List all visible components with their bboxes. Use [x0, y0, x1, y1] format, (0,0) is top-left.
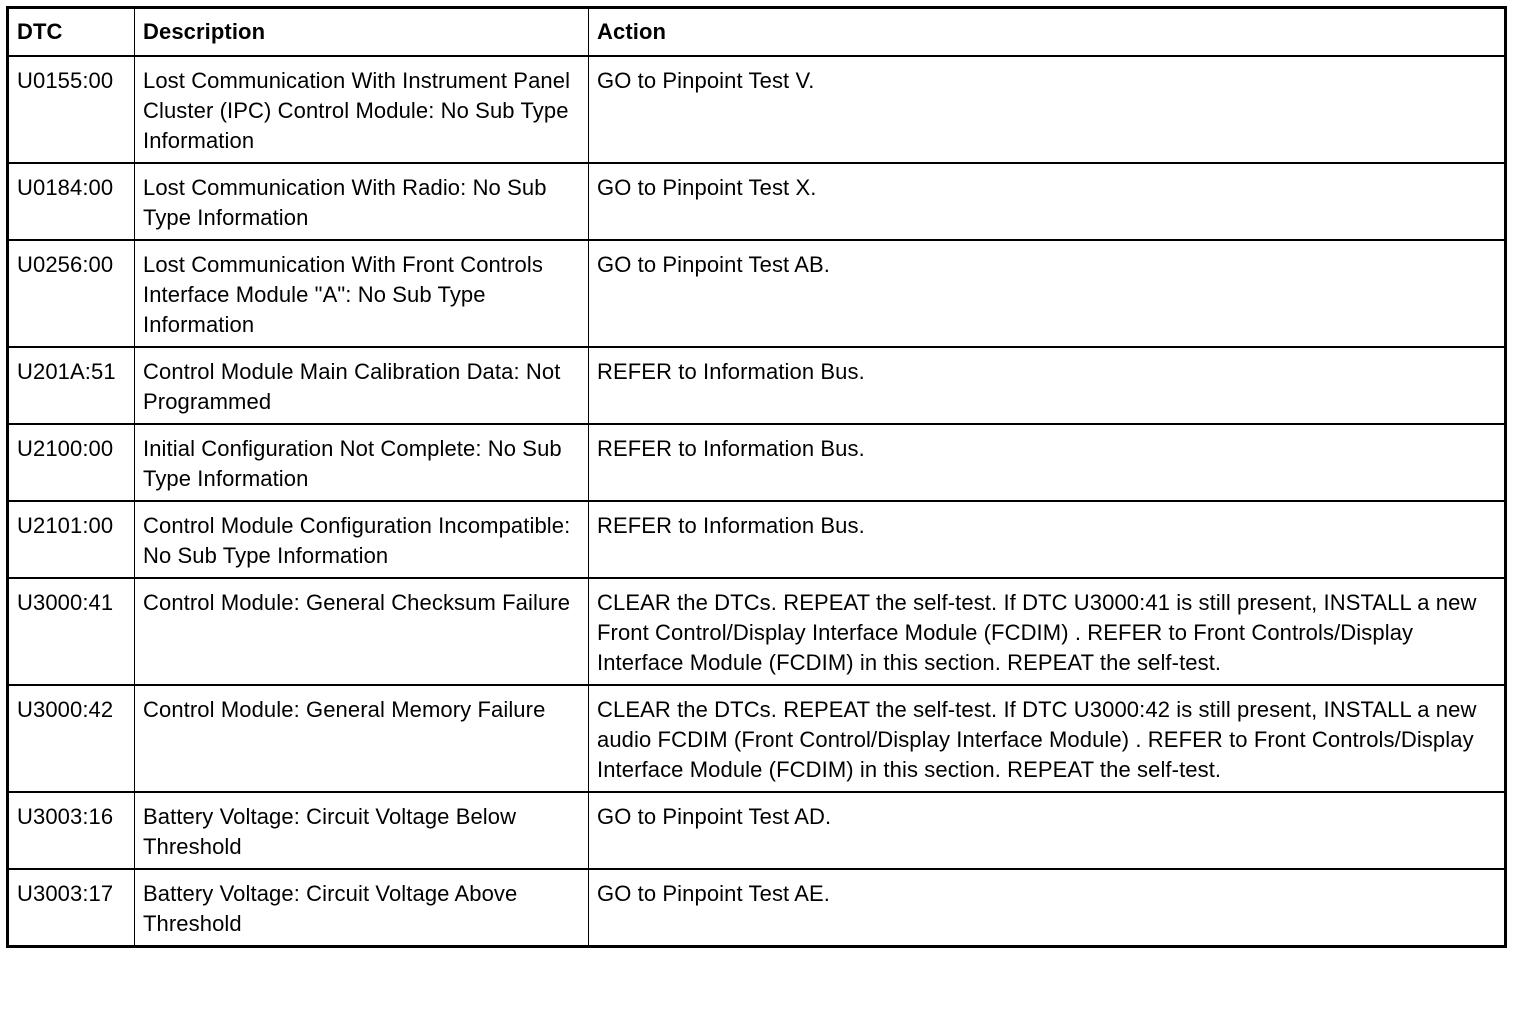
- dtc-code: U0155:00: [8, 56, 135, 163]
- dtc-description: Control Module Configuration Incompatible: No Sub Type Information: [135, 501, 589, 578]
- dtc-description: Initial Configuration Not Complete: No Sub Type Information: [135, 424, 589, 501]
- dtc-action: GO to Pinpoint Test AE.: [589, 869, 1506, 947]
- dtc-action: REFER to Information Bus.: [589, 501, 1506, 578]
- table-row: [8, 347, 1506, 424]
- dtc-action: GO to Pinpoint Test AD.: [589, 792, 1506, 869]
- column-header-description: Description: [135, 8, 589, 57]
- table-row: [8, 424, 1506, 501]
- dtc-code: U2101:00: [8, 501, 135, 578]
- dtc-action: GO to Pinpoint Test X.: [589, 163, 1506, 240]
- column-header-dtc: DTC: [8, 8, 135, 57]
- table-row: [8, 685, 1506, 792]
- table-row: [8, 501, 1506, 578]
- dtc-description: Control Module: General Memory Failure: [135, 685, 589, 792]
- dtc-description: Lost Communication With Instrument Panel Cluster (IPC) Control Module: No Sub Type Information: [135, 56, 589, 163]
- dtc-code: U3003:16: [8, 792, 135, 869]
- dtc-description: Battery Voltage: Circuit Voltage Below Threshold: [135, 792, 589, 869]
- dtc-code: U0256:00: [8, 240, 135, 347]
- table-row: [8, 578, 1506, 685]
- dtc-code: U0184:00: [8, 163, 135, 240]
- table-row: [8, 163, 1506, 240]
- table-header-row: [8, 8, 1506, 57]
- dtc-code: U3000:42: [8, 685, 135, 792]
- dtc-action: REFER to Information Bus.: [589, 347, 1506, 424]
- table-row: [8, 56, 1506, 163]
- dtc-code: U2100:00: [8, 424, 135, 501]
- dtc-description: Lost Communication With Radio: No Sub Type Information: [135, 163, 589, 240]
- table-row: [8, 869, 1506, 947]
- dtc-description: Control Module Main Calibration Data: Not Programmed: [135, 347, 589, 424]
- dtc-action: GO to Pinpoint Test AB.: [589, 240, 1506, 347]
- dtc-description: Control Module: General Checksum Failure: [135, 578, 589, 685]
- dtc-code: U3000:41: [8, 578, 135, 685]
- dtc-code: U3003:17: [8, 869, 135, 947]
- column-header-action: Action: [589, 8, 1506, 57]
- dtc-description: Lost Communication With Front Controls Interface Module "A": No Sub Type Information: [135, 240, 589, 347]
- dtc-action: GO to Pinpoint Test V.: [589, 56, 1506, 163]
- table-row: [8, 792, 1506, 869]
- dtc-action: CLEAR the DTCs. REPEAT the self-test. If DTC U3000:42 is still present, INSTALL a new audio FCDIM (Front Control/Display Interface Module) . REFER to Front Controls/Display Interface Module (FCDIM) in this section. REPEAT the self-test.: [589, 685, 1506, 792]
- dtc-action: CLEAR the DTCs. REPEAT the self-test. If DTC U3000:41 is still present, INSTALL a new Front Control/Display Interface Module (FCDIM) . REFER to Front Controls/Display Interface Module (FCDIM) in this section. REPEAT the self-test.: [589, 578, 1506, 685]
- dtc-table: [6, 6, 1507, 948]
- dtc-action: REFER to Information Bus.: [589, 424, 1506, 501]
- dtc-description: Battery Voltage: Circuit Voltage Above Threshold: [135, 869, 589, 947]
- dtc-code: U201A:51: [8, 347, 135, 424]
- table-row: [8, 240, 1506, 347]
